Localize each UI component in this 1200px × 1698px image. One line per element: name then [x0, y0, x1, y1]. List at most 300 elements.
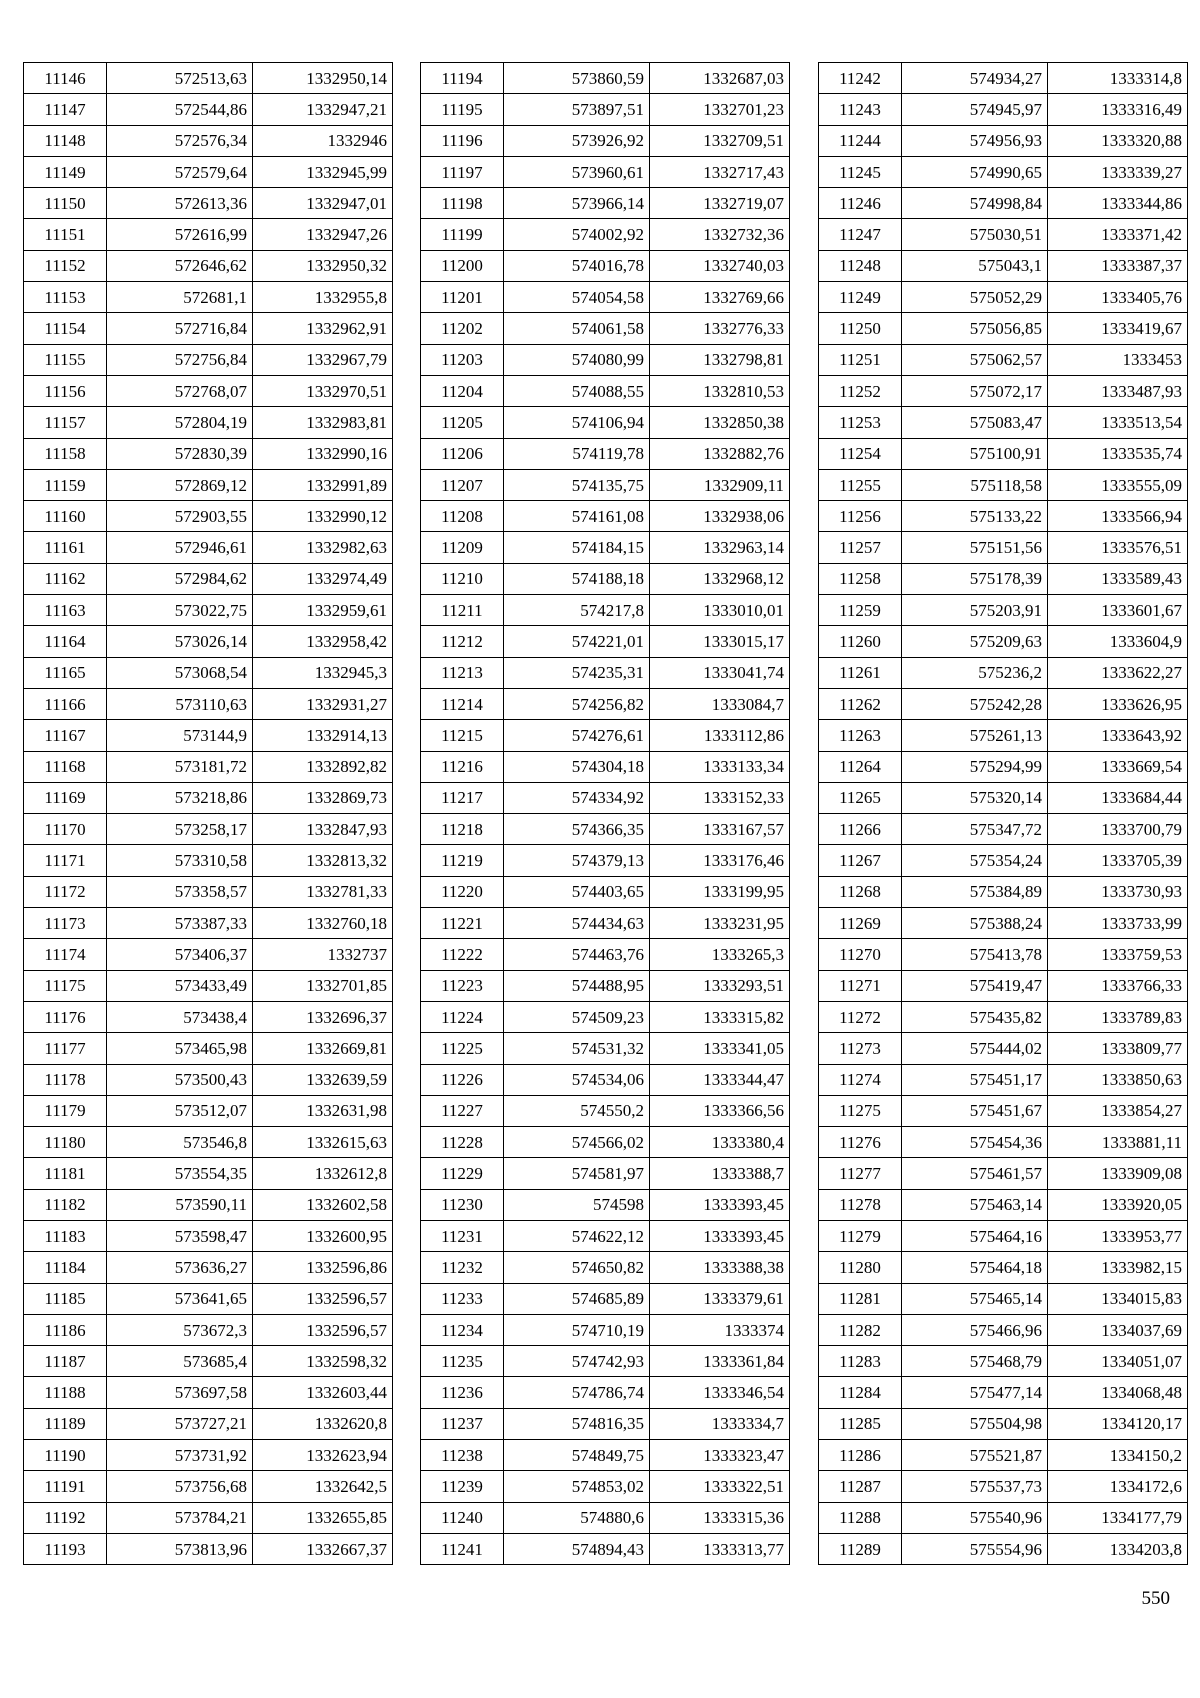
y-coordinate-cell: 1333388,38 — [650, 1252, 790, 1283]
table-row — [421, 1471, 790, 1502]
x-coordinate-cell: 575178,39 — [902, 563, 1048, 594]
y-coordinate-cell: 1332598,32 — [253, 1346, 393, 1377]
y-coordinate-cell: 1332950,32 — [253, 250, 393, 281]
x-coordinate-cell: 573465,98 — [107, 1033, 253, 1064]
table-row — [819, 1346, 1188, 1377]
point-number-cell: 11179 — [24, 1095, 107, 1126]
table-row — [24, 501, 393, 532]
table-row — [421, 1064, 790, 1095]
x-coordinate-cell: 575072,17 — [902, 375, 1048, 406]
x-coordinate-cell: 573022,75 — [107, 595, 253, 626]
x-coordinate-cell: 573512,07 — [107, 1095, 253, 1126]
y-coordinate-cell: 1333982,15 — [1048, 1252, 1188, 1283]
point-number-cell: 11234 — [421, 1314, 504, 1345]
table-row — [819, 1471, 1188, 1502]
table-row — [819, 876, 1188, 907]
point-number-cell: 11270 — [819, 939, 902, 970]
y-coordinate-cell: 1332931,27 — [253, 688, 393, 719]
point-number-cell: 11202 — [421, 313, 504, 344]
table-row — [24, 282, 393, 313]
point-number-cell: 11213 — [421, 657, 504, 688]
point-number-cell: 11282 — [819, 1314, 902, 1345]
x-coordinate-cell: 573310,58 — [107, 845, 253, 876]
y-coordinate-cell: 1333730,93 — [1048, 876, 1188, 907]
y-coordinate-cell: 1333555,09 — [1048, 469, 1188, 500]
x-coordinate-cell: 575477,14 — [902, 1377, 1048, 1408]
table-row — [421, 563, 790, 594]
table-row — [421, 908, 790, 939]
y-coordinate-cell: 1333487,93 — [1048, 375, 1188, 406]
table-row — [819, 688, 1188, 719]
point-number-cell: 11214 — [421, 688, 504, 719]
y-coordinate-cell: 1333314,8 — [1048, 63, 1188, 94]
y-coordinate-cell: 1333167,57 — [650, 814, 790, 845]
x-coordinate-cell: 572646,62 — [107, 250, 253, 281]
x-coordinate-cell: 572613,36 — [107, 188, 253, 219]
x-coordinate-cell: 574016,78 — [504, 250, 650, 281]
y-coordinate-cell: 1334037,69 — [1048, 1314, 1188, 1345]
y-coordinate-cell: 1332737 — [253, 939, 393, 970]
y-coordinate-cell: 1332655,85 — [253, 1502, 393, 1533]
y-coordinate-cell: 1332732,36 — [650, 219, 790, 250]
y-coordinate-cell: 1332667,37 — [253, 1533, 393, 1564]
x-coordinate-cell: 574061,58 — [504, 313, 650, 344]
x-coordinate-cell: 573387,33 — [107, 908, 253, 939]
x-coordinate-cell: 572768,07 — [107, 375, 253, 406]
x-coordinate-cell: 575062,57 — [902, 344, 1048, 375]
x-coordinate-cell: 572830,39 — [107, 438, 253, 469]
point-number-cell: 11172 — [24, 876, 107, 907]
point-number-cell: 11267 — [819, 845, 902, 876]
table-row — [24, 219, 393, 250]
point-number-cell: 11250 — [819, 313, 902, 344]
y-coordinate-cell: 1333315,36 — [650, 1502, 790, 1533]
x-coordinate-cell: 573500,43 — [107, 1064, 253, 1095]
point-number-cell: 11208 — [421, 501, 504, 532]
table-row — [421, 1127, 790, 1158]
y-coordinate-cell: 1332769,66 — [650, 282, 790, 313]
x-coordinate-cell: 575464,18 — [902, 1252, 1048, 1283]
point-number-cell: 11155 — [24, 344, 107, 375]
table-row — [24, 344, 393, 375]
point-number-cell: 11175 — [24, 970, 107, 1001]
point-number-cell: 11197 — [421, 156, 504, 187]
table-row — [24, 375, 393, 406]
x-coordinate-cell: 574221,01 — [504, 626, 650, 657]
y-coordinate-cell: 1332701,85 — [253, 970, 393, 1001]
table-row — [421, 1346, 790, 1377]
y-coordinate-cell: 1332596,57 — [253, 1283, 393, 1314]
x-coordinate-cell: 574366,35 — [504, 814, 650, 845]
point-number-cell: 11177 — [24, 1033, 107, 1064]
table-row — [819, 845, 1188, 876]
x-coordinate-cell: 573966,14 — [504, 188, 650, 219]
x-coordinate-cell: 575468,79 — [902, 1346, 1048, 1377]
table-row — [421, 1189, 790, 1220]
point-number-cell: 11195 — [421, 94, 504, 125]
x-coordinate-cell: 573144,9 — [107, 720, 253, 751]
x-coordinate-cell: 575463,14 — [902, 1189, 1048, 1220]
y-coordinate-cell: 1333084,7 — [650, 688, 790, 719]
y-coordinate-cell: 1333320,88 — [1048, 125, 1188, 156]
x-coordinate-cell: 575521,87 — [902, 1440, 1048, 1471]
table-row — [421, 814, 790, 845]
table-row — [421, 595, 790, 626]
table-row — [24, 1189, 393, 1220]
x-coordinate-cell: 574990,65 — [902, 156, 1048, 187]
point-number-cell: 11256 — [819, 501, 902, 532]
point-number-cell: 11216 — [421, 751, 504, 782]
y-coordinate-cell: 1333112,86 — [650, 720, 790, 751]
table-row — [819, 1533, 1188, 1564]
y-coordinate-cell: 1332950,14 — [253, 63, 393, 94]
x-coordinate-cell: 574403,65 — [504, 876, 650, 907]
x-coordinate-cell: 573697,58 — [107, 1377, 253, 1408]
x-coordinate-cell: 574054,58 — [504, 282, 650, 313]
point-number-cell: 11152 — [24, 250, 107, 281]
table-row — [421, 1001, 790, 1032]
y-coordinate-cell: 1332947,01 — [253, 188, 393, 219]
point-number-cell: 11212 — [421, 626, 504, 657]
x-coordinate-cell: 575454,36 — [902, 1127, 1048, 1158]
point-number-cell: 11181 — [24, 1158, 107, 1189]
table-row — [421, 688, 790, 719]
x-coordinate-cell: 572681,1 — [107, 282, 253, 313]
x-coordinate-cell: 573068,54 — [107, 657, 253, 688]
x-coordinate-cell: 574434,63 — [504, 908, 650, 939]
point-number-cell: 11251 — [819, 344, 902, 375]
y-coordinate-cell: 1332798,81 — [650, 344, 790, 375]
point-number-cell: 11183 — [24, 1220, 107, 1251]
point-number-cell: 11220 — [421, 876, 504, 907]
x-coordinate-cell: 574304,18 — [504, 751, 650, 782]
x-coordinate-cell: 575413,78 — [902, 939, 1048, 970]
point-number-cell: 11237 — [421, 1408, 504, 1439]
table-row — [819, 313, 1188, 344]
y-coordinate-cell: 1332968,12 — [650, 563, 790, 594]
x-coordinate-cell: 573258,17 — [107, 814, 253, 845]
point-number-cell: 11246 — [819, 188, 902, 219]
y-coordinate-cell: 1332709,51 — [650, 125, 790, 156]
table-row — [24, 1095, 393, 1126]
x-coordinate-cell: 573433,49 — [107, 970, 253, 1001]
table-row — [819, 970, 1188, 1001]
y-coordinate-cell: 1333315,82 — [650, 1001, 790, 1032]
x-coordinate-cell: 574650,82 — [504, 1252, 650, 1283]
table-row — [24, 469, 393, 500]
point-number-cell: 11186 — [24, 1314, 107, 1345]
table-row — [421, 876, 790, 907]
y-coordinate-cell: 1334051,07 — [1048, 1346, 1188, 1377]
table-row — [24, 1314, 393, 1345]
y-coordinate-cell: 1333393,45 — [650, 1189, 790, 1220]
table-row — [24, 751, 393, 782]
table-row — [819, 282, 1188, 313]
point-number-cell: 11210 — [421, 563, 504, 594]
x-coordinate-cell: 573110,63 — [107, 688, 253, 719]
table-row — [819, 250, 1188, 281]
point-number-cell: 11188 — [24, 1377, 107, 1408]
y-coordinate-cell: 1333589,43 — [1048, 563, 1188, 594]
coordinates-table-3 — [818, 62, 1188, 1565]
x-coordinate-cell: 574581,97 — [504, 1158, 650, 1189]
x-coordinate-cell: 575083,47 — [902, 407, 1048, 438]
point-number-cell: 11247 — [819, 219, 902, 250]
table-row — [24, 970, 393, 1001]
table-row — [819, 939, 1188, 970]
point-number-cell: 11164 — [24, 626, 107, 657]
coordinates-table-1 — [23, 62, 393, 1565]
table-row — [421, 720, 790, 751]
table-row — [24, 1001, 393, 1032]
x-coordinate-cell: 573598,47 — [107, 1220, 253, 1251]
table-row — [421, 782, 790, 813]
point-number-cell: 11257 — [819, 532, 902, 563]
table-row — [24, 688, 393, 719]
x-coordinate-cell: 573641,65 — [107, 1283, 253, 1314]
y-coordinate-cell: 1332909,11 — [650, 469, 790, 500]
y-coordinate-cell: 1333626,95 — [1048, 688, 1188, 719]
point-number-cell: 11205 — [421, 407, 504, 438]
point-number-cell: 11249 — [819, 282, 902, 313]
table-row — [24, 1158, 393, 1189]
table-row — [421, 751, 790, 782]
y-coordinate-cell: 1333705,39 — [1048, 845, 1188, 876]
x-coordinate-cell: 574161,08 — [504, 501, 650, 532]
point-number-cell: 11235 — [421, 1346, 504, 1377]
y-coordinate-cell: 1332669,81 — [253, 1033, 393, 1064]
table-row — [819, 1158, 1188, 1189]
y-coordinate-cell: 1332991,89 — [253, 469, 393, 500]
x-coordinate-cell: 574880,6 — [504, 1502, 650, 1533]
point-number-cell: 11154 — [24, 313, 107, 344]
x-coordinate-cell: 575209,63 — [902, 626, 1048, 657]
x-coordinate-cell: 575242,28 — [902, 688, 1048, 719]
x-coordinate-cell: 575444,02 — [902, 1033, 1048, 1064]
point-number-cell: 11192 — [24, 1502, 107, 1533]
y-coordinate-cell: 1333344,47 — [650, 1064, 790, 1095]
table-row — [421, 63, 790, 94]
point-number-cell: 11236 — [421, 1377, 504, 1408]
y-coordinate-cell: 1334172,6 — [1048, 1471, 1188, 1502]
y-coordinate-cell: 1334015,83 — [1048, 1283, 1188, 1314]
x-coordinate-cell: 574894,43 — [504, 1533, 650, 1564]
point-number-cell: 11194 — [421, 63, 504, 94]
y-coordinate-cell: 1333733,99 — [1048, 908, 1188, 939]
point-number-cell: 11227 — [421, 1095, 504, 1126]
y-coordinate-cell: 1333684,44 — [1048, 782, 1188, 813]
y-coordinate-cell: 1332958,42 — [253, 626, 393, 657]
point-number-cell: 11241 — [421, 1533, 504, 1564]
point-number-cell: 11248 — [819, 250, 902, 281]
point-number-cell: 11233 — [421, 1283, 504, 1314]
point-number-cell: 11231 — [421, 1220, 504, 1251]
table-row — [24, 626, 393, 657]
table-row — [421, 1377, 790, 1408]
y-coordinate-cell: 1332623,94 — [253, 1440, 393, 1471]
table-row — [421, 532, 790, 563]
x-coordinate-cell: 575537,73 — [902, 1471, 1048, 1502]
y-coordinate-cell: 1332717,43 — [650, 156, 790, 187]
y-coordinate-cell: 1333199,95 — [650, 876, 790, 907]
y-coordinate-cell: 1333344,86 — [1048, 188, 1188, 219]
point-number-cell: 11184 — [24, 1252, 107, 1283]
table-row — [421, 438, 790, 469]
x-coordinate-cell: 575100,91 — [902, 438, 1048, 469]
x-coordinate-cell: 575203,91 — [902, 595, 1048, 626]
table-row — [819, 156, 1188, 187]
table-row — [819, 1033, 1188, 1064]
point-number-cell: 11207 — [421, 469, 504, 500]
table-row — [819, 1095, 1188, 1126]
y-coordinate-cell: 1333535,74 — [1048, 438, 1188, 469]
x-coordinate-cell: 574135,75 — [504, 469, 650, 500]
point-number-cell: 11168 — [24, 751, 107, 782]
y-coordinate-cell: 1332810,53 — [650, 375, 790, 406]
table-row — [819, 438, 1188, 469]
x-coordinate-cell: 572756,84 — [107, 344, 253, 375]
point-number-cell: 11166 — [24, 688, 107, 719]
point-number-cell: 11151 — [24, 219, 107, 250]
table-row — [24, 845, 393, 876]
x-coordinate-cell: 572716,84 — [107, 313, 253, 344]
x-coordinate-cell: 573960,61 — [504, 156, 650, 187]
x-coordinate-cell: 573406,37 — [107, 939, 253, 970]
point-number-cell: 11272 — [819, 1001, 902, 1032]
x-coordinate-cell: 574184,15 — [504, 532, 650, 563]
y-coordinate-cell: 1333316,49 — [1048, 94, 1188, 125]
x-coordinate-cell: 574685,89 — [504, 1283, 650, 1314]
x-coordinate-cell: 573438,4 — [107, 1001, 253, 1032]
table-row — [421, 1533, 790, 1564]
point-number-cell: 11225 — [421, 1033, 504, 1064]
table-row — [819, 908, 1188, 939]
point-number-cell: 11286 — [819, 1440, 902, 1471]
table-row — [24, 720, 393, 751]
y-coordinate-cell: 1333374 — [650, 1314, 790, 1345]
y-coordinate-cell: 1333293,51 — [650, 970, 790, 1001]
table-row — [421, 845, 790, 876]
point-number-cell: 11182 — [24, 1189, 107, 1220]
point-number-cell: 11262 — [819, 688, 902, 719]
table-row — [819, 1127, 1188, 1158]
point-number-cell: 11176 — [24, 1001, 107, 1032]
point-number-cell: 11268 — [819, 876, 902, 907]
y-coordinate-cell: 1332970,51 — [253, 375, 393, 406]
x-coordinate-cell: 575465,14 — [902, 1283, 1048, 1314]
x-coordinate-cell: 573358,57 — [107, 876, 253, 907]
table-row — [421, 1252, 790, 1283]
y-coordinate-cell: 1333366,56 — [650, 1095, 790, 1126]
y-coordinate-cell: 1333700,79 — [1048, 814, 1188, 845]
table-row — [819, 1001, 1188, 1032]
point-number-cell: 11280 — [819, 1252, 902, 1283]
y-coordinate-cell: 1333379,61 — [650, 1283, 790, 1314]
table-row — [421, 1314, 790, 1345]
table-row — [24, 1346, 393, 1377]
table-row — [24, 876, 393, 907]
y-coordinate-cell: 1332600,95 — [253, 1220, 393, 1251]
y-coordinate-cell: 1332781,33 — [253, 876, 393, 907]
y-coordinate-cell: 1332983,81 — [253, 407, 393, 438]
table-row — [819, 1189, 1188, 1220]
x-coordinate-cell: 572576,34 — [107, 125, 253, 156]
table-row — [24, 407, 393, 438]
point-number-cell: 11191 — [24, 1471, 107, 1502]
table-row — [819, 1408, 1188, 1439]
x-coordinate-cell: 575354,24 — [902, 845, 1048, 876]
table-row — [24, 94, 393, 125]
table-row — [24, 532, 393, 563]
table-row — [819, 1283, 1188, 1314]
x-coordinate-cell: 575451,67 — [902, 1095, 1048, 1126]
point-number-cell: 11170 — [24, 814, 107, 845]
point-number-cell: 11198 — [421, 188, 504, 219]
x-coordinate-cell: 575320,14 — [902, 782, 1048, 813]
y-coordinate-cell: 1333371,42 — [1048, 219, 1188, 250]
y-coordinate-cell: 1333265,3 — [650, 939, 790, 970]
x-coordinate-cell: 575294,99 — [902, 751, 1048, 782]
table-row — [24, 156, 393, 187]
y-coordinate-cell: 1333387,37 — [1048, 250, 1188, 281]
x-coordinate-cell: 573756,68 — [107, 1471, 253, 1502]
y-coordinate-cell: 1332892,82 — [253, 751, 393, 782]
y-coordinate-cell: 1334068,48 — [1048, 1377, 1188, 1408]
y-coordinate-cell: 1334150,2 — [1048, 1440, 1188, 1471]
table-row — [819, 407, 1188, 438]
table-row — [819, 375, 1188, 406]
table-row — [819, 1502, 1188, 1533]
x-coordinate-cell: 574509,23 — [504, 1001, 650, 1032]
y-coordinate-cell: 1333622,27 — [1048, 657, 1188, 688]
point-number-cell: 11253 — [819, 407, 902, 438]
point-number-cell: 11163 — [24, 595, 107, 626]
x-coordinate-cell: 575435,82 — [902, 1001, 1048, 1032]
x-coordinate-cell: 574786,74 — [504, 1377, 650, 1408]
page-number: 550 — [1141, 1588, 1170, 1609]
x-coordinate-cell: 575052,29 — [902, 282, 1048, 313]
x-coordinate-cell: 573636,27 — [107, 1252, 253, 1283]
table-row — [421, 970, 790, 1001]
y-coordinate-cell: 1332740,03 — [650, 250, 790, 281]
point-number-cell: 11228 — [421, 1127, 504, 1158]
x-coordinate-cell: 575466,96 — [902, 1314, 1048, 1345]
y-coordinate-cell: 1333766,33 — [1048, 970, 1188, 1001]
x-coordinate-cell: 574463,76 — [504, 939, 650, 970]
x-coordinate-cell: 573685,4 — [107, 1346, 253, 1377]
table-row — [819, 782, 1188, 813]
y-coordinate-cell: 1332869,73 — [253, 782, 393, 813]
point-number-cell: 11222 — [421, 939, 504, 970]
y-coordinate-cell: 1333566,94 — [1048, 501, 1188, 532]
point-number-cell: 11161 — [24, 532, 107, 563]
table-row — [819, 1377, 1188, 1408]
x-coordinate-cell: 573860,59 — [504, 63, 650, 94]
point-number-cell: 11193 — [24, 1533, 107, 1564]
x-coordinate-cell: 573590,11 — [107, 1189, 253, 1220]
table-row — [24, 1502, 393, 1533]
point-number-cell: 11289 — [819, 1533, 902, 1564]
y-coordinate-cell: 1333361,84 — [650, 1346, 790, 1377]
table-row — [819, 125, 1188, 156]
y-coordinate-cell: 1333015,17 — [650, 626, 790, 657]
y-coordinate-cell: 1332938,06 — [650, 501, 790, 532]
x-coordinate-cell: 572544,86 — [107, 94, 253, 125]
table-row — [421, 939, 790, 970]
y-coordinate-cell: 1332962,91 — [253, 313, 393, 344]
y-coordinate-cell: 1332914,13 — [253, 720, 393, 751]
x-coordinate-cell: 574119,78 — [504, 438, 650, 469]
